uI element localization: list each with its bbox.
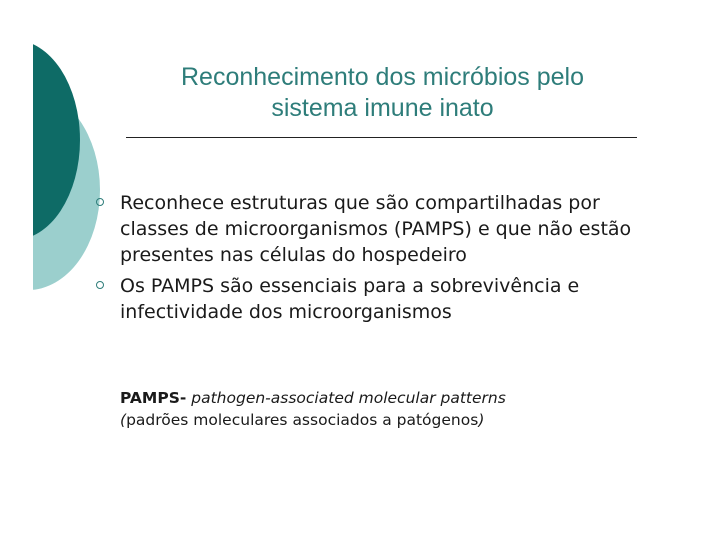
bullet-item xyxy=(90,273,650,325)
left-mask xyxy=(0,0,33,300)
bullet-text: Reconhece estruturas que são compartilhadas por classes de microorganismos (PAMPS) e que não estão presentes nas células do hospedeiro xyxy=(120,192,632,266)
slide-title xyxy=(130,62,635,124)
note-translation: padrões moleculares associados a patógenos xyxy=(126,411,479,429)
bullet-circle-icon xyxy=(96,281,104,289)
note-definition: pathogen-associated molecular patterns xyxy=(191,389,506,407)
title-divider xyxy=(126,137,637,138)
bullet-circle-icon xyxy=(96,198,104,206)
note-term: PAMPS- xyxy=(120,389,187,407)
bullet-item xyxy=(90,190,650,268)
title-line-1: Reconhecimento dos micróbios pelo xyxy=(181,63,584,91)
bullet-list xyxy=(90,190,650,330)
note-paren-close: ) xyxy=(478,411,485,429)
note-paren-open: ( xyxy=(120,411,127,429)
bullet-text: Os PAMPS são essenciais para a sobrevivência e infectividade dos microorganismos xyxy=(120,275,580,323)
pamps-definition-note xyxy=(120,387,640,431)
title-line-2: sistema imune inato xyxy=(271,94,494,122)
